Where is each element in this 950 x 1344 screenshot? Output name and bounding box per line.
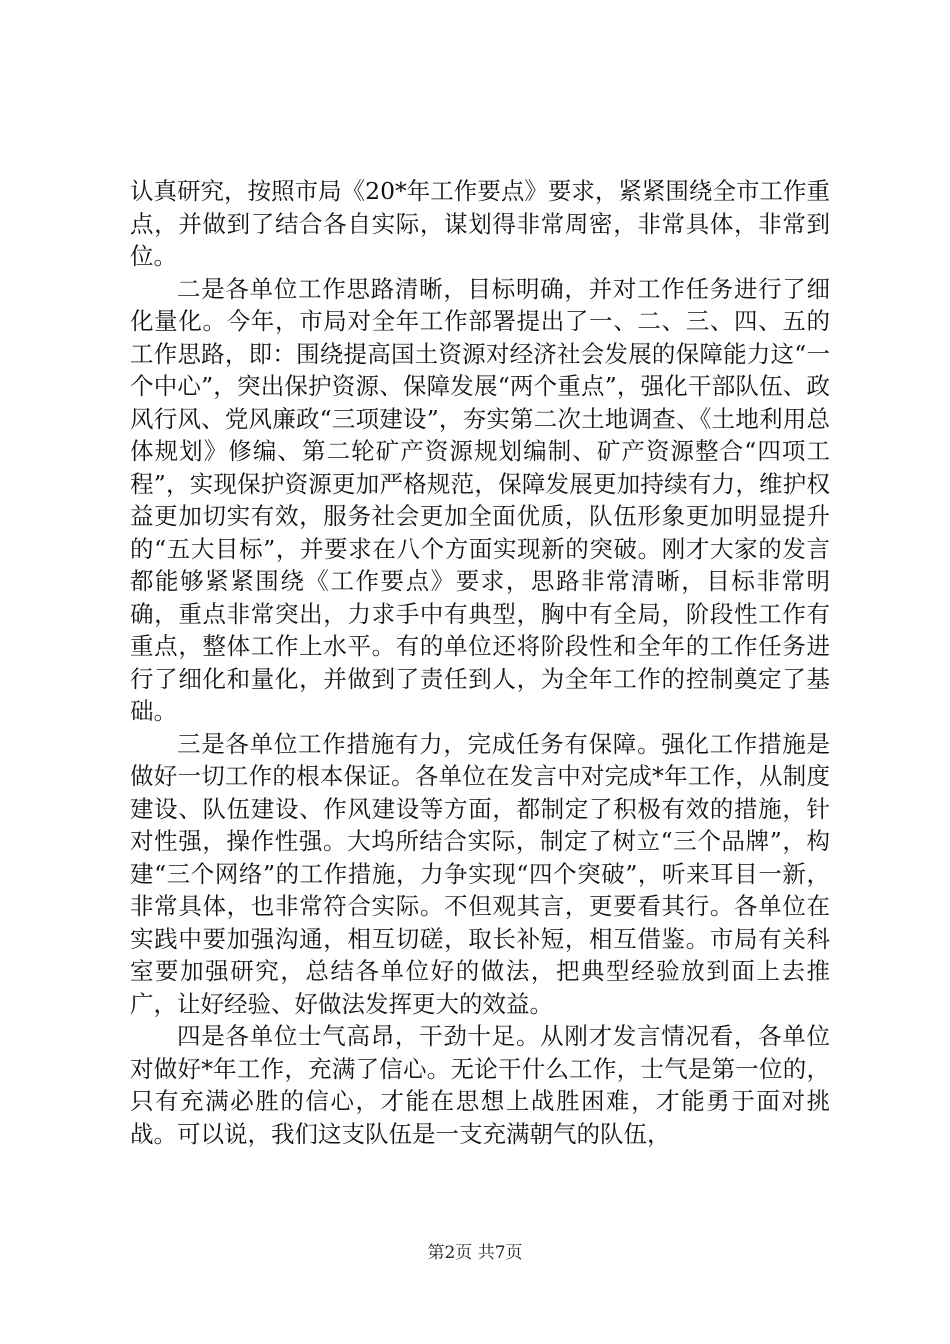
paragraph-point-two: 二是各单位工作思路清晰，目标明确，并对工作任务进行了细化量化。今年，市局对全年工作部署提出了一、二、三、四、五的工作思路，即：围绕提高国土资源对经济社会发展的保障能力这“一个中心”，突出保护资源、保障发展“两个重点”，强化干部队伍、政风行风、党风廉政“三项建设”，夯实第二次土地调查、《土地利用总体规划》修编、第二轮矿产资源规划编制、矿产资源整合“四项工程”，实现保护资源更加严格规范，保障发展更加持续有力，维护权益更加切实有效，服务社会更加全面优质，队伍形象更加明显提升的“五大目标”，并要求在八个方面实现新的突破。刚才大家的发言都能够紧紧围绕《工作要点》要求，思路非常清晰，目标非常明确，重点非常突出，力求手中有典型，胸中有全局，阶段性工作有重点，整体工作上水平。有的单位还将阶段性和全年的工作任务进行了细化和量化，并做到了责任到人，为全年工作的控制奠定了基础。 bbox=[130, 274, 830, 725]
document-body bbox=[130, 175, 830, 1150]
page-number-footer: 第2页 共7页 bbox=[427, 1243, 523, 1263]
paragraph-continuation: 认真研究，按照市局《20*年工作要点》要求，紧紧围绕全市工作重点，并做到了结合各自实际，谋划得非常周密，非常具体，非常到位。 bbox=[130, 177, 830, 270]
paragraph-point-three: 三是各单位工作措施有力，完成任务有保障。强化工作措施是做好一切工作的根本保证。各单位在发言中对完成*年工作，从制度建设、队伍建设、作风建设等方面，都制定了积极有效的措施，针对性强，操作性强。大坞所结合实际，制定了树立“三个品牌”，构建“三个网络”的工作措施，力争实现“四个突破”，听来耳目一新，非常具体，也非常符合实际。不但观其言，更要看其行。各单位在实践中要加强沟通，相互切磋，取长补短，相互借鉴。市局有关科室要加强研究，总结各单位好的做法，把典型经验放到面上去推广，让好经验、好做法发挥更大的效益。 bbox=[130, 729, 830, 1018]
paragraph-point-four: 四是各单位士气高昂，干劲十足。从刚才发言情况看，各单位对做好*年工作，充满了信心。无论干什么工作，士气是第一位的，只有充满必胜的信心，才能在思想上战胜困难，才能勇于面对挑战。可以说，我们这支队伍是一支充满朝气的队伍， bbox=[130, 1022, 830, 1148]
